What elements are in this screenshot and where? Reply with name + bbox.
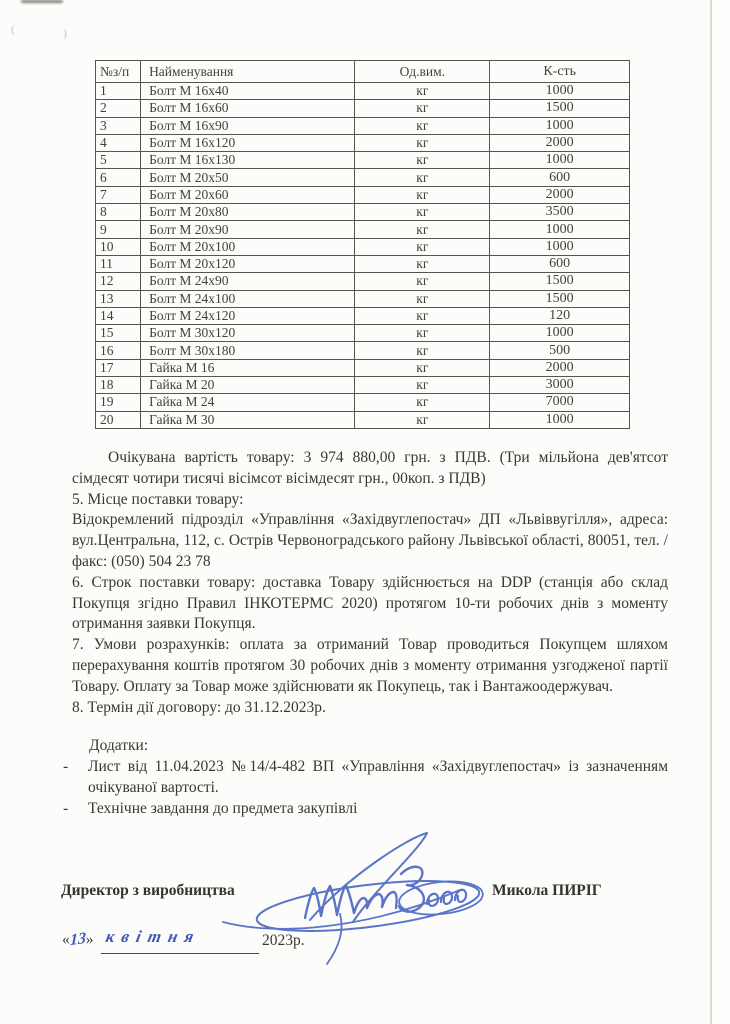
table-row xyxy=(96,359,630,376)
cell-quantity: 3500 xyxy=(490,204,630,221)
cell-unit: кг xyxy=(355,238,490,255)
scan-artifact xyxy=(63,26,67,41)
cell-number: 14 xyxy=(96,307,141,324)
attachments-section xyxy=(62,736,668,819)
cell-unit: кг xyxy=(355,186,490,203)
cell-name: Болт М 30х180 xyxy=(141,342,355,359)
cell-number: 3 xyxy=(96,117,141,134)
cell-number: 18 xyxy=(96,377,141,394)
cell-name: Болт М 20х90 xyxy=(141,221,355,238)
page-edge-strip xyxy=(712,0,730,1024)
cell-name: Болт М 20х50 xyxy=(141,169,355,186)
cell-quantity: 1500 xyxy=(490,100,630,117)
cell-quantity: 1000 xyxy=(490,221,630,238)
cell-name: Гайка М 24 xyxy=(141,394,355,411)
cell-number: 20 xyxy=(96,411,141,428)
cell-name: Болт М 16х130 xyxy=(141,152,355,169)
cell-quantity: 1000 xyxy=(490,83,630,100)
cell-unit: кг xyxy=(355,221,490,238)
table-row xyxy=(96,134,630,151)
cell-quantity: 7000 xyxy=(490,394,630,411)
cell-unit: кг xyxy=(355,117,490,134)
cell-unit: кг xyxy=(355,411,490,428)
table-row xyxy=(96,100,630,117)
table-row xyxy=(96,307,630,324)
table-row xyxy=(96,377,630,394)
cell-unit: кг xyxy=(355,394,490,411)
cell-quantity: 1000 xyxy=(490,117,630,134)
cell-name: Гайка М 30 xyxy=(141,411,355,428)
signer-name: Микола ПИРІГ xyxy=(492,882,602,899)
cell-number: 10 xyxy=(96,238,141,255)
table-row xyxy=(96,221,630,238)
cell-number: 16 xyxy=(96,342,141,359)
table-row xyxy=(96,152,630,169)
cell-quantity: 2000 xyxy=(490,186,630,203)
table-row xyxy=(96,238,630,255)
date-line xyxy=(62,927,305,950)
table-row xyxy=(96,290,630,307)
cell-quantity: 1000 xyxy=(490,152,630,169)
table-row xyxy=(96,117,630,134)
cell-unit: кг xyxy=(355,342,490,359)
cell-name: Болт М 24х100 xyxy=(141,290,355,307)
date-year: 2023р. xyxy=(262,932,305,949)
dash-bullet: - xyxy=(63,799,69,817)
header-number: №з/п xyxy=(96,61,141,83)
cell-quantity: 2000 xyxy=(490,134,630,151)
cell-unit: кг xyxy=(355,83,490,100)
close-quote: » xyxy=(85,931,94,948)
cell-quantity: 600 xyxy=(490,255,630,272)
cell-number: 1 xyxy=(96,83,141,100)
cell-number: 2 xyxy=(96,100,141,117)
paragraph: 5. Місце поставки товару: xyxy=(72,490,244,508)
cell-name: Болт М 16х40 xyxy=(141,83,355,100)
table-row xyxy=(96,169,630,186)
scan-artifact xyxy=(21,0,63,3)
cell-quantity: 3000 xyxy=(490,377,630,394)
paragraph: 7. Умови розрахунків: оплата за отриманий Товар проводиться Покупцем шляхом перерахування коштів протягом 30 робочих днів з моменту отримання узгодженої партії Товару. Оплату за Товар може здійснювати як Покупець, так і Вантажоодержувач. xyxy=(72,636,668,695)
table-row xyxy=(96,325,630,342)
cell-unit: кг xyxy=(355,204,490,221)
cell-unit: кг xyxy=(355,273,490,290)
handwritten-month: квітня xyxy=(104,927,203,946)
paragraph: 8. Термін дії договору: до 31.12.2023р. xyxy=(72,698,326,716)
cell-name: Болт М 16х90 xyxy=(141,117,355,134)
cell-quantity: 1000 xyxy=(490,238,630,255)
items-table xyxy=(95,60,630,429)
cell-name: Болт М 16х120 xyxy=(141,134,355,151)
table-row xyxy=(96,411,630,428)
cell-unit: кг xyxy=(355,134,490,151)
table-row xyxy=(96,255,630,272)
cell-unit: кг xyxy=(355,359,490,376)
cell-number: 8 xyxy=(96,204,141,221)
cell-name: Болт М 24х120 xyxy=(141,307,355,324)
cell-unit: кг xyxy=(355,255,490,272)
handwritten-day: 13 xyxy=(69,929,86,950)
cell-number: 15 xyxy=(96,325,141,342)
cell-name: Болт М 16х60 xyxy=(141,100,355,117)
cell-name: Болт М 20х100 xyxy=(141,238,355,255)
attachment-text: Лист від 11.04.2023 №14/4-482 ВП «Управління «Західвуглепостач» із зазначенням очікуваної вартості. xyxy=(88,758,668,796)
cell-name: Болт М 20х120 xyxy=(141,255,355,272)
cell-quantity: 2000 xyxy=(490,359,630,376)
body-text xyxy=(62,448,668,820)
cell-unit: кг xyxy=(355,325,490,342)
cell-number: 11 xyxy=(96,255,141,272)
cell-unit: кг xyxy=(355,169,490,186)
cell-number: 19 xyxy=(96,394,141,411)
items-table-body xyxy=(96,83,630,429)
table-row xyxy=(96,342,630,359)
cell-name: Болт М 20х80 xyxy=(141,204,355,221)
cell-number: 13 xyxy=(96,290,141,307)
cell-unit: кг xyxy=(355,152,490,169)
table-row xyxy=(96,204,630,221)
cell-number: 9 xyxy=(96,221,141,238)
cell-number: 5 xyxy=(96,152,141,169)
cell-number: 4 xyxy=(96,134,141,151)
cell-name: Болт М 30х120 xyxy=(141,325,355,342)
paragraph: 6. Строк поставки товару: доставка Товару здійснюється на DDP (станція або склад Покупця згідно Правил ІНКОТЕРМС 2020) протягом 10-ти робочих днів з моменту отримання заявки Покупця. xyxy=(72,573,668,633)
cell-number: 7 xyxy=(96,186,141,203)
header-name: Найменування xyxy=(141,61,355,83)
cell-number: 12 xyxy=(96,273,141,290)
attachments-title: Додатки: xyxy=(89,737,149,755)
cell-unit: кг xyxy=(355,307,490,324)
open-quote: « xyxy=(62,931,70,948)
body-paragraphs xyxy=(62,448,668,718)
cell-number: 17 xyxy=(96,359,141,376)
cell-quantity: 120 xyxy=(490,307,630,324)
dash-bullet: - xyxy=(63,758,69,776)
attachment-item xyxy=(62,757,668,799)
attachments-list xyxy=(62,757,668,819)
cell-quantity: 600 xyxy=(490,169,630,186)
cell-name: Болт М 20х60 xyxy=(141,186,355,203)
cell-unit: кг xyxy=(355,100,490,117)
cell-quantity: 500 xyxy=(490,342,630,359)
cell-quantity: 1000 xyxy=(490,411,630,428)
cell-unit: кг xyxy=(355,290,490,307)
paragraph: Очікувана вартість товару: 3 974 880,00 грн. з ПДВ. (Три мільйона дев'ятсот сімдесят чотири тисячі вісімсот вісімдесят грн., 00коп. з ПДВ) xyxy=(72,449,668,487)
header-unit: Од.вим. xyxy=(355,61,490,83)
cell-quantity: 1500 xyxy=(490,290,630,307)
table-row xyxy=(96,273,630,290)
paragraph: Відокремлений підрозділ «Управління «Західвуглепостач» ДП «Львіввугілля», адреса: вул.Центральна, 112, с. Острів Червоноградського району Львівської області, 80051, тел. /факс: (050) 504 23 78 xyxy=(72,511,668,570)
cell-name: Гайка М 16 xyxy=(141,359,355,376)
attachment-text: Технічне завдання до предмета закупівлі xyxy=(88,799,358,817)
scan-edge-line xyxy=(710,0,712,1024)
date-underline xyxy=(101,953,259,954)
cell-name: Болт М 24х90 xyxy=(141,273,355,290)
cell-unit: кг xyxy=(355,377,490,394)
header-quantity: К-сть xyxy=(490,61,630,83)
table-row xyxy=(96,186,630,203)
cell-quantity: 1500 xyxy=(490,273,630,290)
attachment-item xyxy=(62,799,668,820)
scan-artifact xyxy=(11,22,15,37)
cell-number: 6 xyxy=(96,169,141,186)
table-header-row xyxy=(96,61,630,83)
table-row xyxy=(96,394,630,411)
table-row xyxy=(96,83,630,100)
handwritten-signature xyxy=(215,824,495,969)
cell-name: Гайка М 20 xyxy=(141,377,355,394)
signer-position-label: Директор з виробництва xyxy=(61,882,235,899)
cell-quantity: 1000 xyxy=(490,325,630,342)
